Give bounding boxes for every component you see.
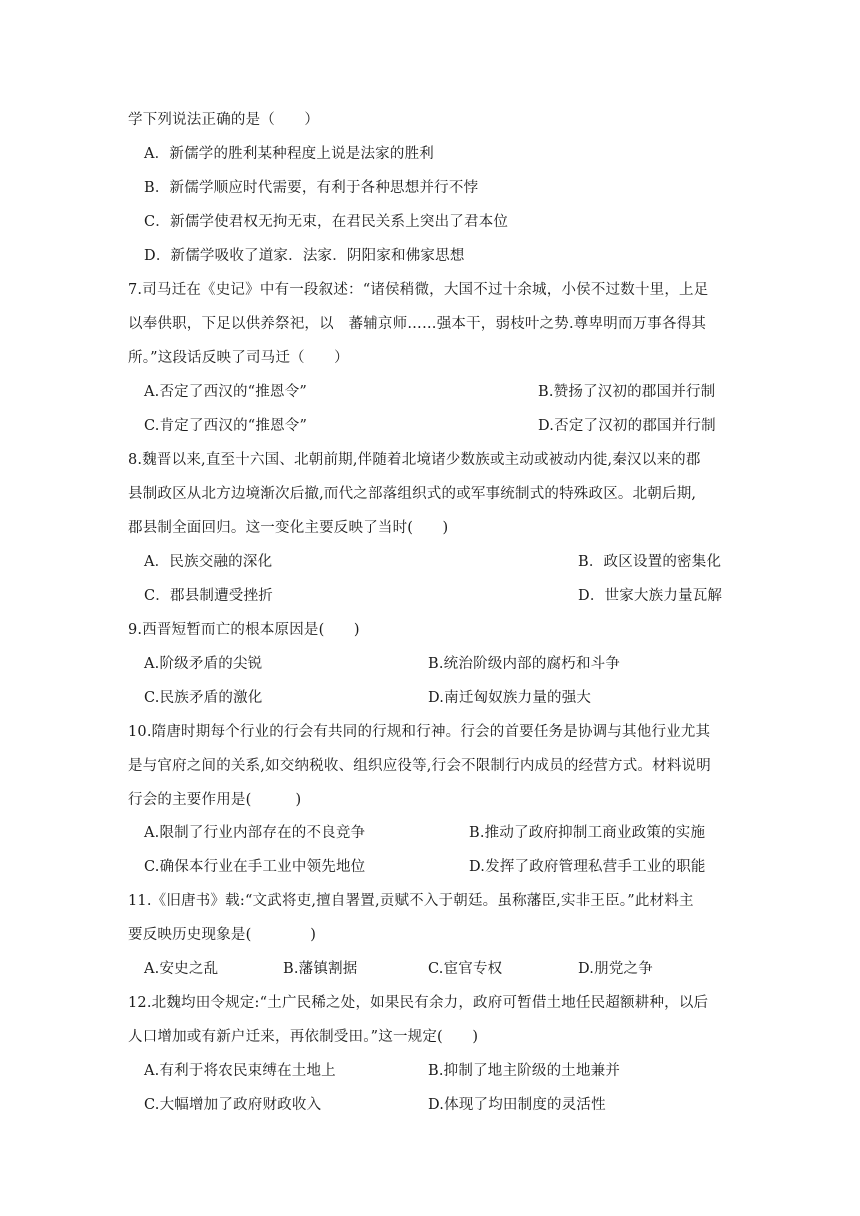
question-11-stem-line-2: 要反映历史现象是( ) xyxy=(128,927,317,943)
question-6-stem-tail: 学下列说法正确的是（ ） xyxy=(128,112,320,128)
question-9-stem: 9.西晋短暂而亡的根本原因是( ) xyxy=(128,622,360,638)
question-11-option-b: B.藩镇割据 xyxy=(283,961,358,977)
question-9-option-b: B.统治阶级内部的腐朽和斗争 xyxy=(428,656,621,672)
question-7-stem-line-1: 7.司马迁在《史记》中有一段叙述：“诸侯稍微，大国不过十余城，小侯不过数十里，上足 xyxy=(128,282,709,298)
question-12-option-b: B.抑制了地主阶级的土地兼并 xyxy=(428,1063,621,1079)
question-8-stem-line-3: 郡县制全面回归。这一变化主要反映了当时( ) xyxy=(128,520,449,536)
question-7-option-b: B.赞扬了汉初的郡国并行制 xyxy=(538,384,716,400)
question-10-option-c: C.确保本行业在手工业中领先地位 xyxy=(144,859,366,875)
question-9-option-d: D.南迁匈奴族力量的强大 xyxy=(428,690,592,706)
question-6-option-a: A．新儒学的胜利某种程度上说是法家的胜利 xyxy=(144,146,434,162)
question-10-stem-line-2: 是与官府之间的关系,如交纳税收、组织应役等,行会不限制行内成员的经营方式。材料说明 xyxy=(128,758,711,774)
question-12-stem-line-2: 人口增加或有新户迁来，再依制受田。”这一规定( ) xyxy=(128,1029,479,1045)
question-7-option-c: C.肯定了西汉的“推恩令” xyxy=(144,418,308,434)
question-7-option-d: D.否定了汉初的郡国并行制 xyxy=(538,418,716,434)
question-12-option-d: D.体现了均田制度的灵活性 xyxy=(428,1097,606,1113)
question-12-stem-line-1: 12.北魏均田令规定:“土广民稀之处，如果民有余力，政府可暂借土地任民超额耕种，以后 xyxy=(128,995,709,1011)
question-8-option-b: B．政区设置的密集化 xyxy=(578,554,722,570)
question-10-stem-line-1: 10.隋唐时期每个行业的行会有共同的行规和行神。行会的首要任务是协调与其他行业尤其 xyxy=(128,724,711,740)
question-8-option-c: C．郡县制遭受挫折 xyxy=(144,588,273,604)
question-7-option-a: A.否定了西汉的“推恩令” xyxy=(144,384,308,400)
question-7-stem-line-3: 所。”这段话反映了司马迁（ ） xyxy=(128,350,349,366)
question-6-option-c: C．新儒学使君权无拘无束，在君民关系上突出了君本位 xyxy=(144,214,509,230)
question-9-option-c: C.民族矛盾的激化 xyxy=(144,690,263,706)
question-11-option-c: C.宦官专权 xyxy=(428,961,503,977)
question-6-option-d: D．新儒学吸收了道家．法家．阴阳家和佛家思想 xyxy=(144,248,465,264)
question-11-stem-line-1: 11.《旧唐书》载:“文武将吏,擅自署置,贡赋不入于朝廷。虽称藩臣,实非王臣。”此材料主 xyxy=(128,893,694,909)
question-9-option-a: A.阶级矛盾的尖锐 xyxy=(144,656,263,672)
question-8-option-a: A．民族交融的深化 xyxy=(144,554,273,570)
question-11-option-a: A.安史之乱 xyxy=(144,961,219,977)
question-8-stem-line-2: 县制政区从北方边境渐次后撤,而代之部落组织式的或军事统制式的特殊政区。北朝后期, xyxy=(128,486,697,502)
question-12-option-a: A.有利于将农民束缚在土地上 xyxy=(144,1063,336,1079)
question-8-stem-line-1: 8.魏晋以来,直至十六国、北朝前期,伴随着北境诸少数族或主动或被动内徙,秦汉以来的郡 xyxy=(128,452,701,468)
question-11-option-d: D.朋党之争 xyxy=(578,961,653,977)
question-10-option-d: D.发挥了政府管理私营手工业的职能 xyxy=(469,859,706,875)
question-10-option-b: B.推动了政府抑制工商业政策的实施 xyxy=(469,825,706,841)
question-10-stem-line-3: 行会的主要作用是( ) xyxy=(128,792,302,808)
question-12-option-c: C.大幅增加了政府财政收入 xyxy=(144,1097,322,1113)
question-8-option-d: D．世家大族力量瓦解 xyxy=(578,588,723,604)
question-7-stem-line-2: 以奉供职，下足以供养祭祀，以 蕃辅京师……强本干，弱枝叶之势.尊卑明而万事各得其 xyxy=(128,316,707,332)
question-6-option-b: B．新儒学顺应时代需要，有利于各种思想并行不悖 xyxy=(144,180,479,196)
question-10-option-a: A.限制了行业内部存在的不良竞争 xyxy=(144,825,366,841)
